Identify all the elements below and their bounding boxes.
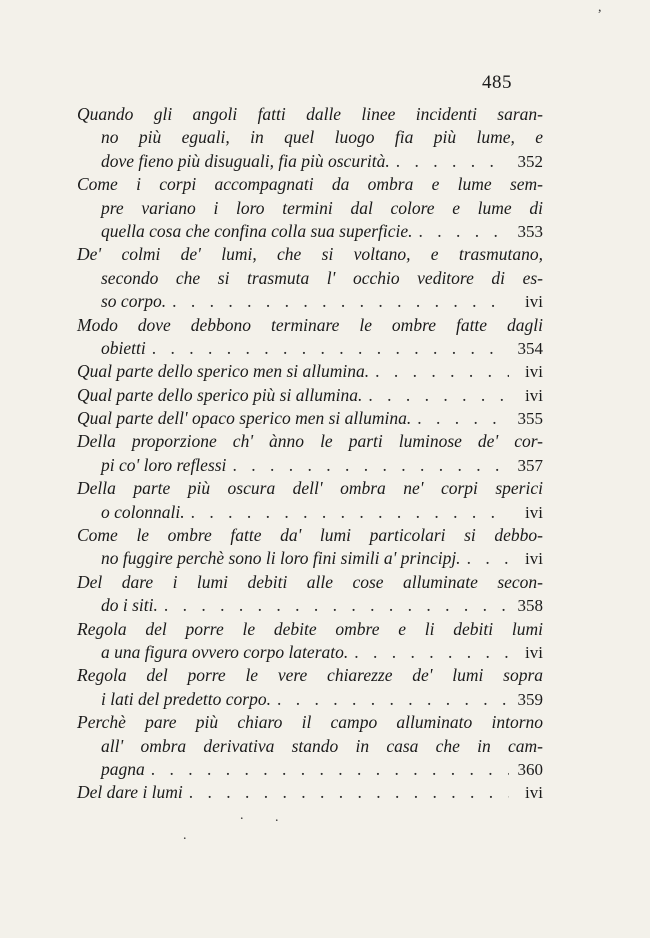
toc-entry-last-line (77, 220, 543, 243)
toc-entry-line: secondo che si trasmuta l' occhio veditore di es- (101, 267, 543, 288)
toc-page-ref: ivi (525, 502, 543, 522)
toc-entry-text: obietti (101, 337, 146, 358)
toc-entry-text: dove fieno più disuguali, fia più oscurità. (101, 150, 390, 171)
dot-leader (396, 150, 509, 173)
toc-entry-line: all' ombra derivativa stando in casa che in cam- (101, 735, 543, 756)
toc-entry (77, 711, 543, 781)
toc-entry-last-line (77, 150, 543, 173)
toc-entry-last-line (77, 454, 543, 477)
toc-page-ref: ivi (525, 292, 543, 312)
dot-leader (277, 688, 509, 711)
toc-entry-line: De' colmi de' lumi, che si voltano, e trasmutano, (77, 244, 543, 265)
toc-entry (77, 571, 543, 618)
dot-leader (189, 781, 509, 804)
toc-page-ref: ivi (525, 783, 543, 803)
toc-page-ref: 357 (517, 455, 543, 475)
toc-entry-last-line (77, 501, 543, 524)
toc-entry-text: do i siti. (101, 595, 158, 616)
toc-entry-text: a una figura ovvero corpo laterato. (101, 641, 349, 662)
toc-entry-last-line (77, 337, 543, 360)
toc-page-ref: 360 (517, 759, 543, 779)
toc-page-ref: 354 (517, 338, 543, 358)
toc-entry (77, 781, 543, 804)
toc-entry-last-line (77, 641, 543, 664)
toc-entry (77, 103, 543, 173)
toc-entry-last-line (77, 384, 543, 407)
ink-speck: . (275, 810, 279, 825)
dot-leader (417, 407, 509, 430)
toc-entry-line: Della parte più oscura dell' ombra ne' corpi sperici (77, 478, 543, 499)
toc-page-ref: ivi (525, 549, 543, 569)
toc-entry-text: pagna (101, 758, 145, 779)
toc-page-ref: ivi (525, 642, 543, 662)
toc-entry-line: Della proporzione ch' ànno le parti luminose de' cor- (77, 431, 543, 452)
toc-entry-last-line (77, 758, 543, 781)
toc-entry-text: pi co' loro reflessi (101, 454, 227, 475)
toc-entry-line: Come le ombre fatte da' lumi particolari si debbo- (77, 525, 543, 546)
toc-entry-last-line (77, 407, 543, 430)
toc-entry (77, 360, 543, 383)
toc-entry-last-line (77, 290, 543, 313)
toc-entry-line: Regola del porre le debite ombre e li debiti lumi (77, 618, 543, 639)
toc-entry (77, 407, 543, 430)
dot-leader (419, 220, 509, 243)
dot-leader (151, 758, 509, 781)
toc-entry-last-line (77, 688, 543, 711)
toc-entry-text: Del dare i lumi (77, 782, 183, 803)
toc-entry-text: no fuggire perchè sono li loro fini simili a' principj. (101, 548, 461, 569)
toc-page-ref: 359 (517, 689, 543, 709)
toc-entry-line: Perchè pare più chiaro il campo alluminato intorno (77, 712, 543, 733)
ink-speck: , (598, 0, 602, 15)
toc-entry-text: so corpo. (101, 291, 167, 312)
dot-leader (368, 384, 509, 407)
toc-page-ref: ivi (525, 385, 543, 405)
toc-page-ref: ivi (525, 362, 543, 382)
ink-speck: . (240, 808, 244, 823)
toc-entry-last-line (77, 547, 543, 570)
toc-page-ref: 355 (517, 409, 543, 429)
dot-leader (191, 501, 509, 524)
toc-entry-line: no più eguali, in quel luogo fia più lume, e (101, 127, 543, 148)
toc-entry-text: o colonnali. (101, 501, 185, 522)
dot-leader (232, 454, 509, 477)
dot-leader (172, 290, 509, 313)
toc-entry (77, 384, 543, 407)
toc-entry (77, 430, 543, 477)
ink-speck: . (183, 828, 187, 843)
dot-leader (164, 594, 509, 617)
toc-entry-line: Modo dove debbono terminare le ombre fatte dagli (77, 314, 543, 335)
toc-entry (77, 243, 543, 313)
table-of-contents (77, 103, 543, 805)
toc-entry (77, 314, 543, 361)
page-number: 485 (482, 72, 512, 93)
dot-leader (375, 360, 509, 383)
toc-entry-line: Del dare i lumi debiti alle cose alluminate secon- (77, 571, 543, 592)
toc-entry (77, 477, 543, 524)
toc-entry-text: quella cosa che confina colla sua superficie. (101, 220, 413, 241)
dot-leader (467, 547, 509, 570)
dot-leader (354, 641, 509, 664)
toc-entry (77, 524, 543, 571)
toc-entry-last-line (77, 360, 543, 383)
toc-entry-last-line (77, 594, 543, 617)
toc-entry (77, 664, 543, 711)
toc-entry (77, 173, 543, 243)
toc-entry-text: Qual parte dello sperico più si allumina. (77, 384, 363, 405)
toc-entry-line: Quando gli angoli fatti dalle linee incidenti saran- (77, 104, 543, 124)
toc-entry-text: i lati del predetto corpo. (101, 688, 271, 709)
toc-entry-line: pre variano i loro termini dal colore e lume di (101, 197, 543, 218)
toc-entry-line: Come i corpi accompagnati da ombra e lume sem- (77, 174, 543, 195)
toc-entry-last-line (77, 781, 543, 804)
toc-entry (77, 618, 543, 665)
toc-entry-line: Regola del porre le vere chiarezze de' lumi sopra (77, 665, 543, 686)
dot-leader (152, 337, 509, 360)
toc-page-ref: 353 (517, 221, 543, 241)
toc-entry-text: Qual parte dello sperico men si allumina. (77, 361, 370, 382)
toc-page-ref: 352 (517, 151, 543, 171)
toc-entry-text: Qual parte dell' opaco sperico men si allumina. (77, 408, 412, 429)
toc-page-ref: 358 (517, 596, 543, 616)
